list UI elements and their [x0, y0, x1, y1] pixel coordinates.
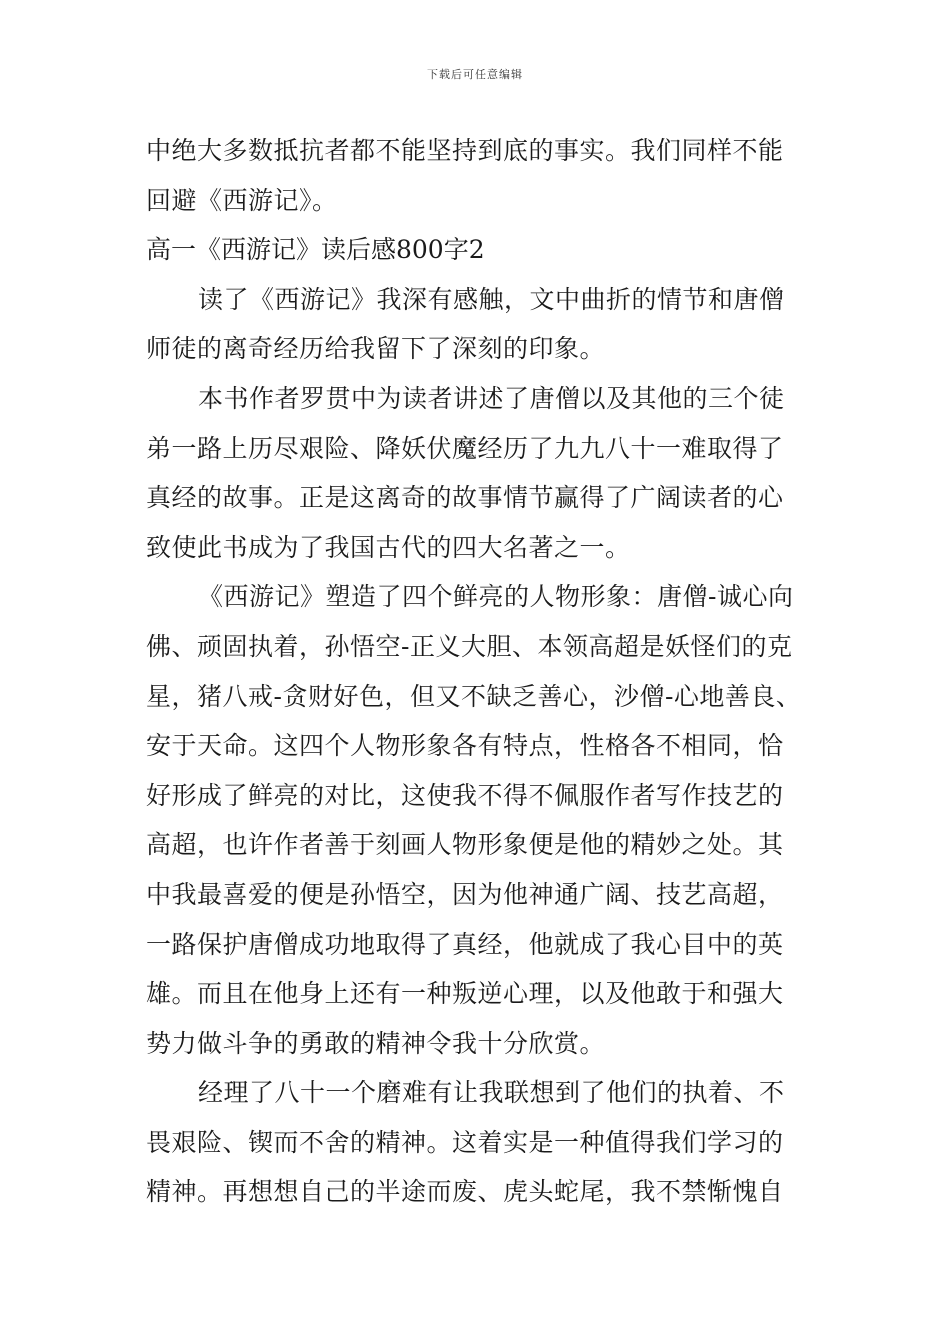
text-line: 佛、顽固执着，孙悟空-正义大胆、本领高超是妖怪们的克 [146, 631, 793, 661]
text-line: 势力做斗争的勇敢的精神令我十分欣赏。 [146, 1028, 606, 1058]
text-line: 雄。而且在他身上还有一种叛逆心理，以及他敢于和强大 [146, 979, 784, 1009]
paragraph-first-line: 读了《西游记》我深有感触，文中曲折的情节和唐僧 [198, 284, 785, 314]
paragraph-first-line: 《西游记》塑造了四个鲜亮的人物形象：唐僧-诚心向 [198, 582, 794, 612]
text-line: 回避《西游记》。 [146, 185, 338, 215]
text-line: 精神。再想想自己的半途而废、虎头蛇尾，我不禁惭愧自 [146, 1177, 784, 1207]
text-line: 一路保护唐僧成功地取得了真经，他就成了我心目中的英 [146, 929, 784, 959]
section-heading: 高一《西游记》读后感800字2 [146, 235, 485, 265]
text-line: 致使此书成为了我国古代的四大名著之一。 [146, 532, 631, 562]
page-header-note: 下载后可任意编辑 [427, 68, 523, 81]
document-body [146, 126, 826, 1217]
text-line: 星，猪八戒-贪财好色，但又不缺乏善心，沙僧-心地善良、 [146, 681, 802, 711]
text-line: 师徒的离奇经历给我留下了深刻的印象。 [146, 334, 606, 364]
text-line: 真经的故事。正是这离奇的故事情节赢得了广阔读者的心 [146, 483, 784, 513]
text-line: 安于天命。这四个人物形象各有特点，性格各不相同，恰 [146, 731, 784, 761]
paragraph-first-line: 经理了八十一个磨难有让我联想到了他们的执着、不 [198, 1078, 785, 1108]
text-line: 弟一路上历尽艰险、降妖伏魔经历了九九八十一难取得了 [146, 433, 784, 463]
text-line: 中绝大多数抵抗者都不能坚持到底的事实。我们同样不能 [146, 136, 784, 165]
paragraph-first-line: 本书作者罗贯中为读者讲述了唐僧以及其他的三个徒 [198, 383, 785, 413]
text-line: 畏艰险、锲而不舍的精神。这着实是一种值得我们学习的 [146, 1127, 784, 1157]
text-line: 好形成了鲜亮的对比，这使我不得不佩服作者写作技艺的 [146, 780, 784, 810]
text-line: 高超，也许作者善于刻画人物形象便是他的精妙之处。其 [146, 830, 784, 860]
text-line: 中我最喜爱的便是孙悟空，因为他神通广阔、技艺高超， [146, 879, 784, 909]
